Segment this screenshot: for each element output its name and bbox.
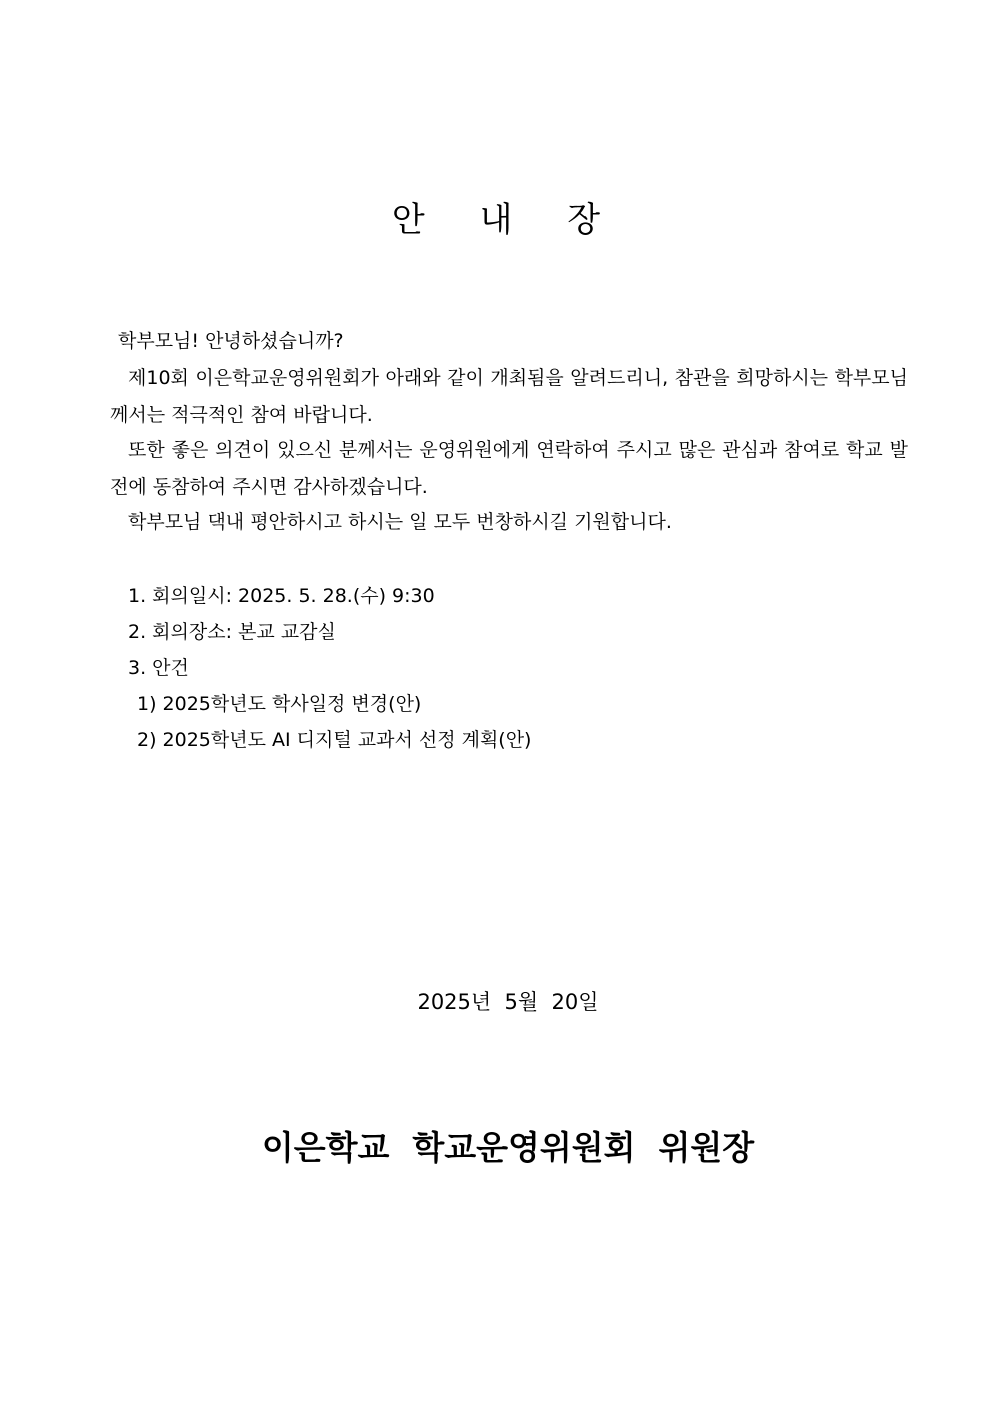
list-item-agenda-1: 1) 2025학년도 학사일정 변경(안) [137, 693, 422, 715]
list-item-meeting-datetime: 1. 회의일시: 2025. 5. 28.(수) 9:30 [128, 585, 435, 607]
list-item-agenda-heading: 3. 안건 [128, 657, 189, 679]
signature-line: 이은학교 학교운영위원회 위원장 [261, 1128, 755, 1167]
notice-title: 안 내 장 [391, 200, 601, 240]
meeting-details-list [128, 578, 531, 758]
paragraph-closing-wish: 학부모님 댁내 평안하시고 하시는 일 모두 번창하시길 기원합니다. [128, 511, 672, 533]
list-item-meeting-place: 2. 회의장소: 본교 교감실 [128, 621, 336, 643]
paragraph-meeting-announcement: 제10회 이은학교운영위원회가 아래와 같이 개최됨을 알려드리니, 참관을 희망하시는 학부모님께서는 적극적인 참여 바랍니다. [110, 367, 908, 426]
issue-date: 2025년 5월 20일 [417, 990, 599, 1014]
greeting-line: 학부모님! 안녕하셨습니까? [118, 330, 344, 352]
paragraph-feedback-request: 또한 좋은 의견이 있으신 분께서는 운영위원에게 연락하여 주시고 많은 관심과 참여로 학교 발전에 동참하여 주시면 감사하겠습니다. [110, 439, 908, 498]
list-item-agenda-2: 2) 2025학년도 AI 디지털 교과서 선정 계획(안) [137, 729, 532, 751]
